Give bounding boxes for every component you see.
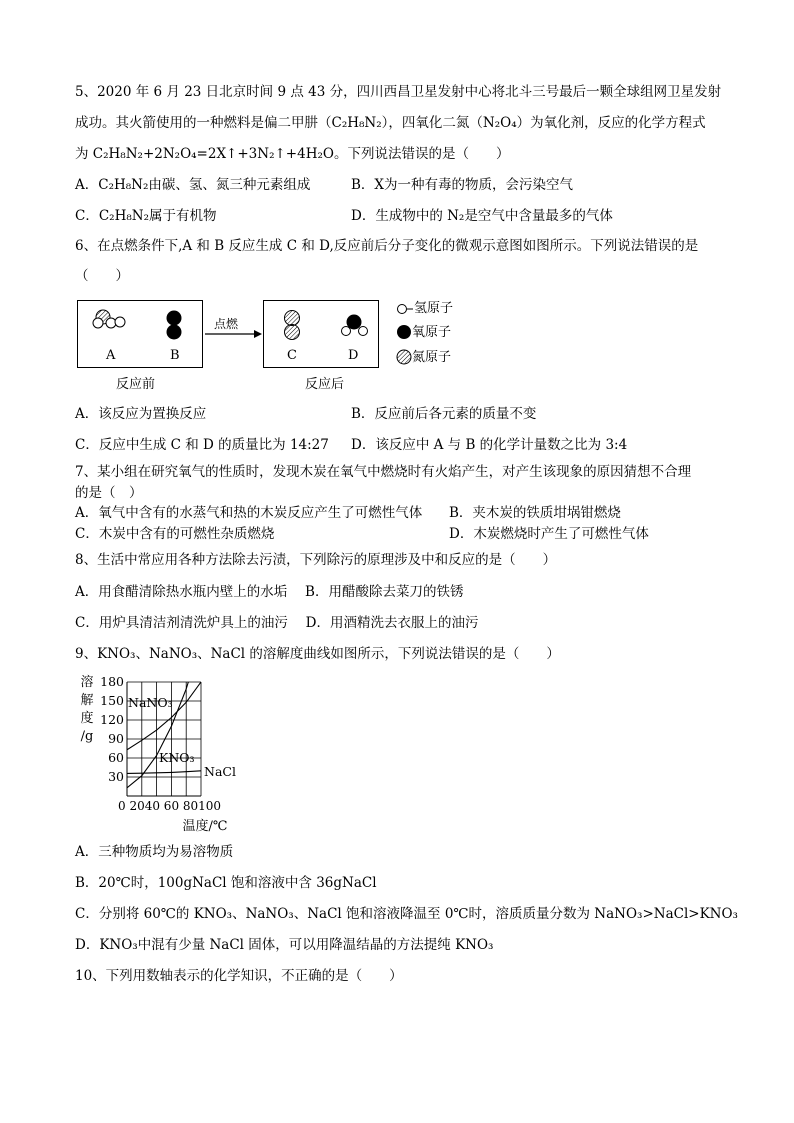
series-line-2 xyxy=(127,668,201,788)
legend-oxygen-icon xyxy=(397,325,411,339)
q7-option-d: D．木炭燃烧时产生了可燃性气体 xyxy=(449,526,649,542)
q6-option-c: C．反应中生成 C 和 D 的质量比为 14:27 xyxy=(75,437,329,453)
reaction-condition: 点燃 xyxy=(214,317,239,331)
legend-hydrogen-icon xyxy=(398,305,414,314)
q5-option-c: C．C₂H₈N₂属于有机物 xyxy=(75,208,217,224)
q9-option-b: B．20℃时，100gNaCl 饱和溶液中含 36gNaCl xyxy=(75,875,377,891)
q9-option-c: C．分别将 60℃的 KNO₃、NaNO₃、NaCl 饱和溶液降温至 0℃时，溶质质量分数为 NaNO₃>NaCl>KNO₃ xyxy=(75,906,738,922)
q9-line-1: 9、KNO₃、NaNO₃、NaCl 的溶解度曲线如图所示，下列说法错误的是（ ） xyxy=(75,646,560,662)
label-b: B xyxy=(170,348,180,363)
y-axis-label-char-0: 溶 xyxy=(80,675,94,690)
q9-option-d: D．KNO₃中混有少量 NaCl 固体，可以用降温结晶的方法提纯 KNO₃ xyxy=(75,937,494,953)
q5-line-1: 5、2020 年 6 月 23 日北京时间 9 点 43 分，四川西昌卫星发射中心将北斗三号最后一颗全球组网卫星发射 xyxy=(75,84,722,100)
q6-option-b: B．反应前后各元素的质量不变 xyxy=(351,406,537,422)
q6-option-d: D．该反应中 A 与 B 的化学计量数之比为 3:4 xyxy=(351,437,628,453)
y-tick-label-3: 120 xyxy=(100,712,124,727)
solubility-chart xyxy=(70,668,270,838)
y-axis-label-char-3: /g xyxy=(80,729,94,744)
legend-oxygen-label: 氧原子 xyxy=(412,325,452,340)
q8-option-ab: A．用食醋清除热水瓶内壁上的水垢 B．用醋酸除去菜刀的铁锈 xyxy=(75,584,464,600)
q6-line-1: 6、在点燃条件下,A 和 B 反应生成 C 和 D,反应前后分子变化的微观示意图如图所示。下列说法错误的是 xyxy=(75,238,699,254)
q7-option-a: A．氧气中含有的水蒸气和热的木炭反应产生了可燃性气体 xyxy=(75,505,423,521)
label-d: D xyxy=(348,348,359,363)
q9-option-a: A．三种物质均为易溶物质 xyxy=(75,844,234,860)
q6-option-a: A．该反应为置换反应 xyxy=(75,406,207,422)
legend-nitrogen-icon xyxy=(397,350,411,364)
q7-line-1: 7、某小组在研究氧气的性质时，发现木炭在氧气中燃烧时有火焰产生，对产生该现象的原因猜想不合理 xyxy=(75,464,692,480)
molecule-b xyxy=(167,311,182,340)
molecule-a xyxy=(93,310,125,328)
x-axis-label: 温度/℃ xyxy=(182,819,228,834)
y-tick-label-2: 90 xyxy=(108,731,124,746)
y-axis-label-char-1: 解 xyxy=(80,693,94,708)
after-label: 反应后 xyxy=(305,377,345,392)
series-label-kno3: KNO₃ xyxy=(159,750,195,765)
q7-option-b: B．夹木炭的铁质坩埚钳燃烧 xyxy=(449,505,621,521)
q5-option-a: A．C₂H₈N₂由碳、氢、氮三种元素组成 xyxy=(75,177,311,193)
q8-line-1: 8、生活中常应用各种方法除去污渍，下列除污的原理涉及中和反应的是（ ） xyxy=(75,552,557,568)
q5-option-d: D．生成物中的 N₂是空气中含量最多的气体 xyxy=(351,208,613,224)
q7-option-c: C．木炭中含有的可燃性杂质燃烧 xyxy=(75,526,275,542)
q5-line-2: 成功。其火箭使用的一种燃料是偏二甲肼（C₂H₈N₂），四氧化二氮（N₂O₄）为氧化剂，反应的化学方程式 xyxy=(75,115,706,131)
molecule-c xyxy=(285,311,300,340)
x-tick-labels: 0 2040 60 80100 xyxy=(118,799,222,813)
q10-line-1: 10、下列用数轴表示的化学知识，不正确的是（ ） xyxy=(75,968,403,984)
reaction-diagram xyxy=(0,0,794,420)
q8-option-cd: C．用炉具清洁剂清洗炉具上的油污 D．用酒精洗去衣服上的油污 xyxy=(75,615,479,631)
molecule-d xyxy=(342,315,368,336)
series-line-3 xyxy=(127,771,201,774)
y-tick-label-4: 150 xyxy=(100,693,124,708)
series-label-nacl: NaCl xyxy=(204,763,236,779)
series-label-nano3: NaNO₃ xyxy=(128,695,173,711)
legend-hydrogen-label: 氢原子 xyxy=(414,301,454,316)
y-tick-label-5: 180 xyxy=(100,674,124,689)
label-a: A xyxy=(106,348,116,363)
label-c: C xyxy=(287,348,297,363)
q5-line-3: 为 C₂H₈N₂+2N₂O₄=2X↑+3N₂↑+4H₂O。下列说法错误的是（ ） xyxy=(75,146,510,162)
y-tick-label-1: 60 xyxy=(108,750,124,765)
series-line-1 xyxy=(127,682,201,750)
before-label: 反应前 xyxy=(116,377,156,392)
q5-option-b: B．X为一种有毒的物质，会污染空气 xyxy=(351,177,574,193)
y-axis-label-char-2: 度 xyxy=(80,711,94,726)
legend-nitrogen-label: 氮原子 xyxy=(412,350,452,365)
y-tick-label-0: 30 xyxy=(108,769,124,784)
q7-line-2: 的是（ ） xyxy=(75,485,143,501)
q6-line-2: （ ） xyxy=(75,268,129,284)
